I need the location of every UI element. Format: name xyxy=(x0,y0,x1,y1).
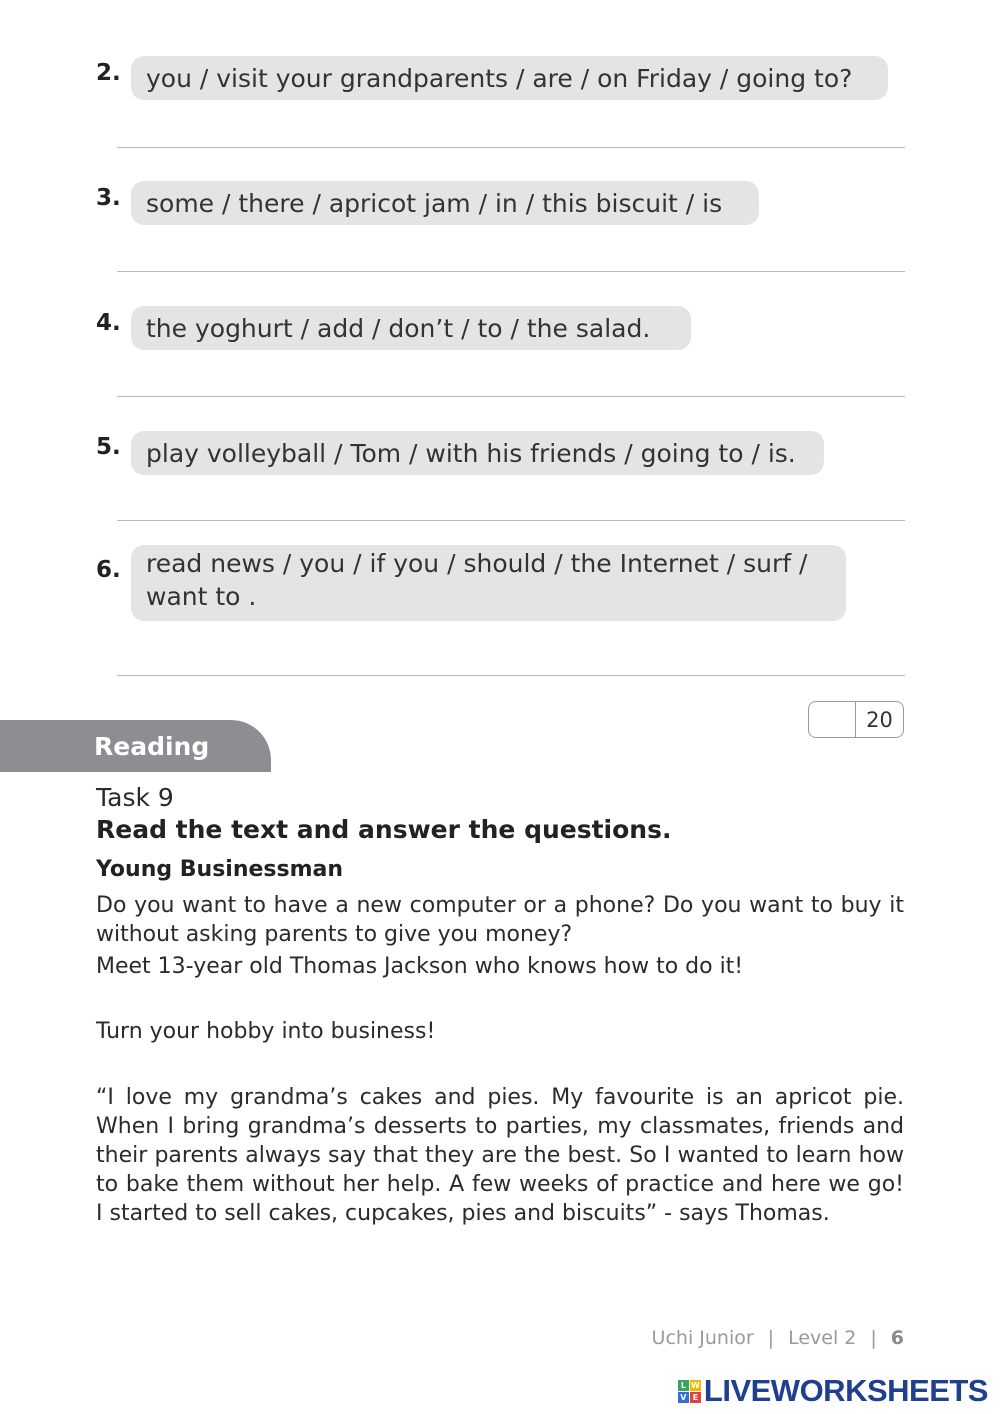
logo-text: LIVEWORKSHEETS xyxy=(703,1373,988,1408)
scrambled-words-line: want to . xyxy=(146,582,257,611)
footer-separator: | xyxy=(767,1327,775,1349)
score-input[interactable] xyxy=(809,702,856,737)
answer-line[interactable] xyxy=(117,520,905,521)
publisher-name: Uchi Junior xyxy=(651,1327,754,1349)
task-instruction: Read the text and answer the questions. xyxy=(96,815,672,844)
paragraph: “I love my grandma’s cakes and pies. My favourite is an apricot pie. When I bring grandma’s desserts to parties, my classmates, friends and their parents always say that they are the best. So I wanted to learn how to bake them without her help. A few weeks of practice and here we go! I started to sell cakes, cupcakes, pies and biscuits” - says Thomas. xyxy=(96,1085,904,1226)
scrambled-words-box: some / there / apricot jam / in / this biscuit / is xyxy=(131,181,759,225)
question-number: 5. xyxy=(96,434,121,460)
score-box xyxy=(808,701,904,738)
answer-line[interactable] xyxy=(117,675,905,676)
question-number: 6. xyxy=(96,557,121,583)
logo-mark-letter: L xyxy=(678,1380,689,1391)
page-number: 6 xyxy=(890,1327,904,1349)
paragraph: Meet 13-year old Thomas Jackson who knows how to do it! xyxy=(96,954,744,979)
scrambled-words-line: read news / you / if you / should / the Internet / surf / xyxy=(146,549,808,578)
task-label: Task 9 xyxy=(96,783,174,812)
scrambled-words-box: the yoghurt / add / don’t / to / the salad. xyxy=(131,306,691,350)
question-number: 3. xyxy=(96,185,121,211)
paragraph: Turn your hobby into business! xyxy=(96,1019,436,1044)
answer-line[interactable] xyxy=(117,271,905,272)
article-title: Young Businessman xyxy=(96,857,344,882)
answer-line[interactable] xyxy=(117,147,905,148)
scrambled-words-box xyxy=(131,545,846,621)
page-footer xyxy=(652,1327,904,1349)
scrambled-words-box: play volleyball / Tom / with his friends / going to / is. xyxy=(131,431,824,475)
score-total: 20 xyxy=(866,707,893,732)
level-label: Level 2 xyxy=(788,1327,857,1349)
liveworksheets-logo xyxy=(678,1373,988,1409)
logo-mark-letter: W xyxy=(690,1380,700,1390)
answer-line[interactable] xyxy=(117,396,905,397)
question-number: 2. xyxy=(96,60,121,86)
logo-mark-letter: V xyxy=(678,1392,689,1403)
section-tab: Reading xyxy=(0,720,271,772)
logo-mark-letter: E xyxy=(690,1392,701,1403)
paragraph: Do you want to have a new computer or a phone? Do you want to buy it without asking parents to give you money? xyxy=(96,893,904,947)
logo-mark-icon xyxy=(678,1380,701,1403)
question-number: 4. xyxy=(96,310,121,336)
scrambled-words-box: you / visit your grandparents / are / on Friday / going to? xyxy=(131,56,888,100)
footer-separator: | xyxy=(870,1327,877,1349)
